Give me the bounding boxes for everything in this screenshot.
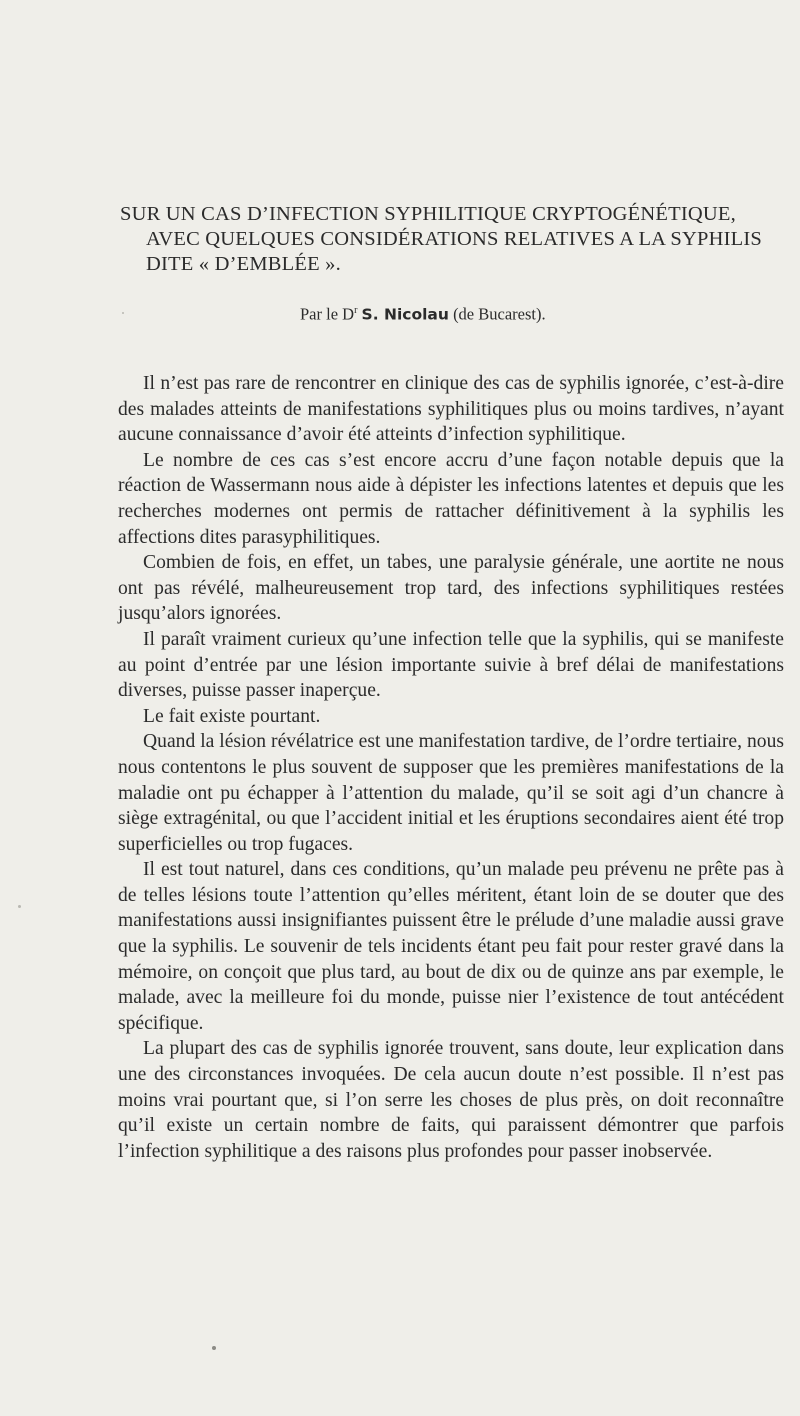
paragraph: Il n’est pas rare de rencontrer en clinique des cas de syphilis ignorée, c’est-à-dire des malades atteints de manifestations syphilitiques plus ou moins tardives, n’ayant aucune connaissance d’avoir été atteints d’infection syphilitique. <box>118 373 784 446</box>
paragraph: Combien de fois, en effet, un tabes, une paralysie générale, une aortite ne nous ont pas révélé, malheureusement trop tard, des infections syphilitiques restées jusqu’alors ignorées. <box>118 552 784 625</box>
title-line: DITE « D’EMBLÉE ». <box>146 253 341 275</box>
title-line: AVEC QUELQUES CONSIDÉRATIONS RELATIVES A LA SYPHILIS <box>146 228 762 250</box>
byline-prefix-superscript: r <box>354 305 358 316</box>
byline <box>300 300 546 326</box>
article-title <box>120 202 790 277</box>
title-line: SUR UN CAS D’INFECTION SYPHILITIQUE CRYPTOGÉNÉTIQUE, <box>120 203 736 225</box>
author-affiliation: (de Bucarest). <box>453 304 546 324</box>
paragraph: Le nombre de ces cas s’est encore accru d’une façon notable depuis que la réaction de Wassermann nous aide à dépister les infections latentes et depuis que les recherches modernes ont permis de rattacher définitivement à la syphilis les affections dites parasyphilitiques. <box>118 449 784 548</box>
byline-prefix: Par le D <box>300 304 355 324</box>
article-body <box>118 371 784 1164</box>
paragraph: Il paraît vraiment curieux qu’une infection telle que la syphilis, qui se manifeste au point d’entrée par une lésion importante suivie à bref délai de manifestations diverses, puisse passer inaperçue. <box>118 628 784 702</box>
paper-speck <box>18 905 21 908</box>
paragraph: Quand la lésion révélatrice est une manifestation tardive, de l’ordre tertiaire, nous nous contentons le plus souvent de supposer que les premières manifestations de la maladie ont pu échapper à l’attention du malade, qu’il se soit agi d’un chancre à siège extragénital, ou que l’accident initial et les éruptions secondaires aient été trop superficielles ou trop fugaces. <box>118 731 784 855</box>
paragraph: Le fait existe pourtant. <box>143 705 321 727</box>
paper-speck <box>122 312 124 314</box>
author-name: S. Nicolau <box>361 305 449 324</box>
paragraph: La plupart des cas de syphilis ignorée trouvent, sans doute, leur explication dans une des circonstances invoquées. De cela aucun doute n’est possible. Il n’est pas moins vrai pourtant que, si l’on serre les choses de plus près, on doit reconnaître qu’il existe un certain nombre de faits, qui paraissent démontrer que parfois l’infection syphilitique a des raisons plus profondes pour passer inobservée. <box>118 1038 784 1162</box>
paragraph: Il est tout naturel, dans ces conditions, qu’un malade peu prévenu ne prête pas à de telles lésions toute l’attention qu’elles méritent, étant loin de se douter que des manifestations aussi insignifiantes puissent être le prélude d’une maladie aussi grave que la syphilis. Le souvenir de tels incidents étant peu fait pour rester gravé dans la mémoire, on conçoit que plus tard, au bout de dix ou de quinze ans par exemple, le malade, avec la meilleure foi du monde, puisse nier l’existence de tout antécédent spécifique. <box>118 859 784 1034</box>
paper-speck <box>212 1346 216 1350</box>
